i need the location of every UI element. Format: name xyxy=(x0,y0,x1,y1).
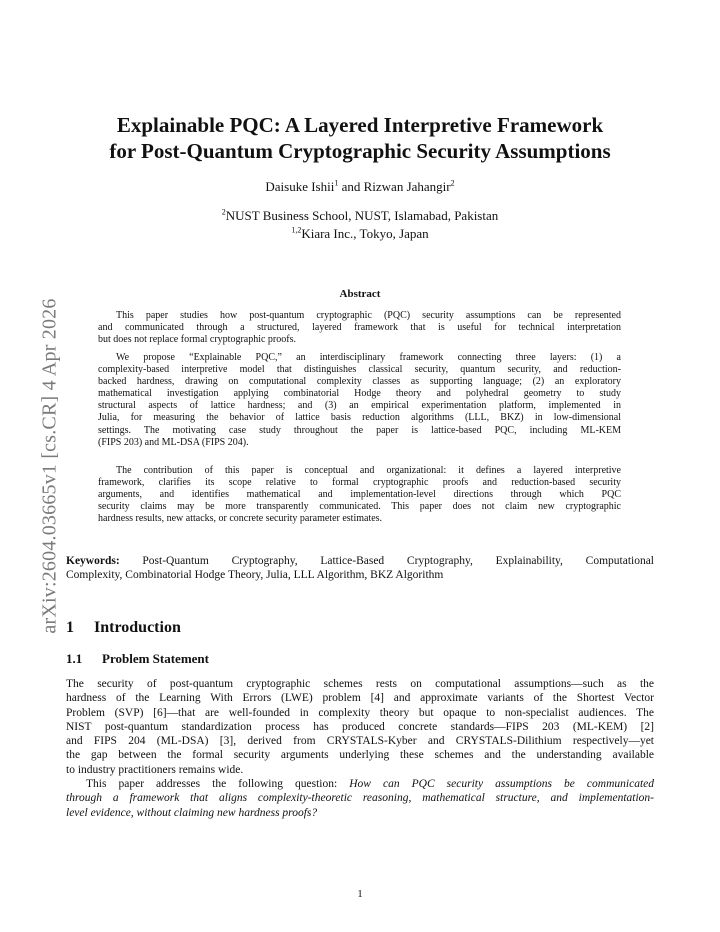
affiliation-mark: 2 xyxy=(221,207,226,217)
research-question: How can PQC security assumptions be communicated xyxy=(349,778,654,790)
text-line: and FIPS 204 (ML-DSA) [3], derived from CRYSTALS-Kyber and CRYSTALS-Dilithium respectively—yet xyxy=(66,735,654,748)
text-line: The security of post-quantum cryptographic schemes rests on computational assumptions—such as the xyxy=(66,678,654,690)
page-number: 1 xyxy=(357,888,363,900)
abstract-paragraph-1 xyxy=(98,310,621,346)
paper-title-line-2: for Post-Quantum Cryptographic Security Assumptions xyxy=(109,139,611,163)
text-line xyxy=(66,554,654,568)
text-line: security claims may be more transparently communicated. This paper does not claim new cryptographic xyxy=(98,501,621,513)
text-line: NIST post-quantum standardization process has produced concrete standards—FIPS 203 (ML-KEM) [2] xyxy=(66,720,654,733)
text-line: arguments, and identifies mathematical and implementation-level directions through which PQC xyxy=(98,489,621,501)
text-line: mathematical investigation applying combinatorial Hodge theory and polyhedral geometry to study xyxy=(98,388,621,400)
text-line: backed hardness, drawing on computational complexity classes as supporting language; (2) an exploratory xyxy=(98,376,621,388)
text-line: The contribution of this paper is conceptual and organizational: it defines a layered interpretive xyxy=(116,465,621,476)
text-line: We propose “Explainable PQC,” an interdisciplinary framework connecting three layers: (1) a xyxy=(116,352,621,363)
text-line xyxy=(66,777,654,791)
text-line: level evidence, without claiming new hardness proofs? xyxy=(66,806,318,819)
paper-title-line-1: Explainable PQC: A Layered Interpretive Framework xyxy=(116,113,604,137)
abstract-paragraph-3 xyxy=(98,465,621,525)
text-line: This paper studies how post-quantum cryptographic (PQC) security assumptions can be represented xyxy=(116,310,621,321)
text-line: to industry practitioners remains wide. xyxy=(66,763,244,776)
text-line: Julia, for measuring the behavior of lattice basis reduction algorithms (LLL, BKZ) in low-dimensional xyxy=(98,412,621,424)
affiliation-mark: 1,2 xyxy=(291,225,302,235)
affiliation-text: Kiara Inc., Tokyo, Japan xyxy=(301,226,429,241)
author-affiliation-mark: 1 xyxy=(334,178,339,188)
author-name: Rizwan Jahangir xyxy=(363,179,451,194)
section-heading xyxy=(66,619,181,637)
text-line: and communicated through a structured, layered framework that is useful for technical interpretation xyxy=(98,322,621,334)
text-line: through a framework that aligns complexity-theoretic reasoning, mathematical structure, and implementation- xyxy=(66,792,654,805)
text-line: but does not replace formal cryptographic proofs. xyxy=(98,334,296,346)
text-line: Complexity, Combinatorial Hodge Theory, Julia, LLL Algorithm, BKZ Algorithm xyxy=(66,569,444,582)
author-affiliation-mark: 2 xyxy=(450,178,455,188)
text-line: complexity-based interpretive model that distinguishes classical security, quantum security, and reduction- xyxy=(98,364,621,376)
section-number: 1 xyxy=(66,619,74,636)
intro-paragraph-2 xyxy=(66,777,654,820)
author-conjunction: and xyxy=(338,179,364,194)
affiliation xyxy=(0,226,720,242)
text-line: the gap between the formal security arguments underlying these schemes and the understanding available xyxy=(66,749,654,762)
lead-text: This paper addresses the following question: xyxy=(86,778,338,790)
affiliation xyxy=(0,208,720,224)
text-line: Problem (SVP) [6]—that are well-founded in complexity theory but opaque to non-specialist audiences. The xyxy=(66,706,654,719)
affiliation-text: NUST Business School, NUST, Islamabad, Pakistan xyxy=(225,208,499,223)
arxiv-identifier: arXiv:2604.03665v1 [cs.CR] 4 Apr 2026 xyxy=(38,298,61,634)
text-line: hardness of the Learning With Errors (LWE) problem [4] and approximate variants of the Shortest Vector xyxy=(66,692,654,705)
section-title: Introduction xyxy=(94,619,181,636)
author-name: Daisuke Ishii xyxy=(265,179,335,194)
subsection-heading xyxy=(66,651,209,667)
subsection-title: Problem Statement xyxy=(102,651,209,666)
author-list xyxy=(0,179,720,195)
keywords-text: Post-Quantum Cryptography, Lattice-Based Cryptography, Explainability, Computational xyxy=(142,555,655,567)
abstract-paragraph-2 xyxy=(98,352,621,449)
text-line: structural aspects of lattice hardness; and (3) an empirical experimentation platform, implemented in xyxy=(98,400,621,412)
subsection-number: 1.1 xyxy=(66,651,83,666)
text-line: framework, clarifies its scope relative to formal cryptographic proofs and reduction-based security xyxy=(98,477,621,489)
abstract-heading: Abstract xyxy=(339,288,381,300)
keywords-label: Keywords: xyxy=(66,555,120,567)
text-line: hardness results, new attacks, or concrete security parameter estimates. xyxy=(98,513,383,525)
keywords xyxy=(66,554,654,583)
intro-paragraph-1 xyxy=(66,677,654,777)
text-line: settings. The motivating case study throughout the paper is lattice-based PQC, including ML-KEM xyxy=(98,424,621,436)
text-line: (FIPS 203) and ML-DSA (FIPS 204). xyxy=(98,436,249,448)
